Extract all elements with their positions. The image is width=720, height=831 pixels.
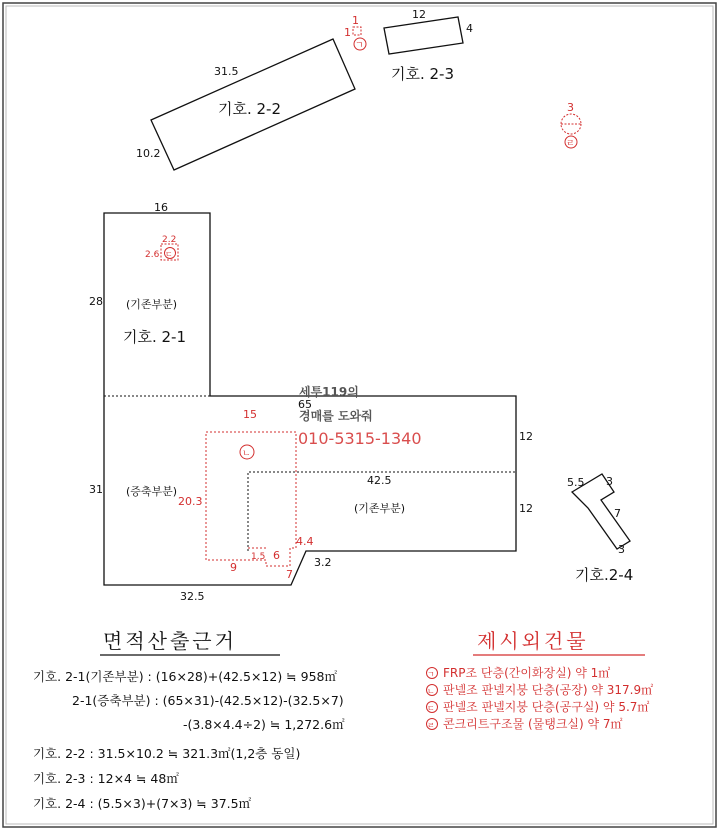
building-2-2-label: 기호. 2-2: [218, 100, 282, 118]
excluded-item: [427, 699, 650, 714]
excluded-item-text: 판넬조 판넬지붕 단층(공구실) 약 5.7㎡: [443, 700, 650, 714]
outbuilding-d-marker: ㄹ: [566, 139, 575, 149]
calculation-line-6: 기호. 2-4 : (5.5×3)+(7×3) ≒ 37.5㎡: [33, 796, 252, 811]
excluded-item-marker: ㄷ: [427, 704, 435, 713]
building-2-1-existing-label-2: (기존부분): [354, 502, 406, 515]
building-2-2: [136, 39, 355, 170]
building-2-4-dim-2: 3: [606, 475, 613, 488]
outbuilding-c-marker: ㄷ: [165, 250, 173, 259]
building-2-1-label: 기호. 2-1: [123, 328, 187, 346]
building-2-4-dim-1: 5.5: [567, 476, 585, 489]
building-2-1-dim-bottom: 32.5: [180, 590, 205, 603]
watermark-phone: 010-5315-1340: [298, 429, 422, 448]
excluded-title: 제시외건물: [477, 629, 589, 653]
excluded-section: [427, 629, 654, 731]
outbuilding-b: [178, 408, 314, 581]
outbuilding-b-dim-height: 20.3: [178, 495, 203, 508]
building-2-1-dim-top: 16: [154, 201, 168, 214]
calculation-line-4: 기호. 2-2 : 31.5×10.2 ≒ 321.3㎡(1,2층 동일): [33, 746, 301, 761]
outbuilding-b-dim-width: 15: [243, 408, 257, 421]
calculation-line-3: -(3.8×4.4÷2) ≒ 1,272.6㎡: [183, 717, 345, 732]
building-2-4-dim-3: 7: [614, 507, 621, 520]
outbuilding-a-dim-2: 1: [344, 26, 351, 39]
building-2-4: [567, 474, 633, 584]
building-2-1-dim-right-lower: 12: [519, 502, 533, 515]
building-2-4-dim-4: 3: [618, 543, 625, 556]
outbuilding-d-dim: 3: [567, 101, 574, 114]
excluded-item-text: 판넬조 판넬지붕 단층(공장) 약 317.9㎡: [443, 683, 654, 697]
excluded-item: [427, 682, 654, 697]
outbuilding-a-dim-1: 1: [352, 14, 359, 27]
excluded-item: [427, 716, 623, 731]
building-2-1-extension-label: (증축부분): [126, 485, 178, 498]
outbuilding-d: [561, 101, 581, 149]
building-2-2-dim-long: 31.5: [214, 65, 239, 78]
building-2-1-dim-left-upper: 28: [89, 295, 103, 308]
calculation-line-2: 2-1(증축부분) : (65×31)-(42.5×12)-(32.5×7): [72, 693, 344, 708]
outbuilding-a: [344, 14, 366, 51]
building-2-3-label: 기호. 2-3: [391, 65, 455, 83]
building-2-2-dim-short: 10.2: [136, 147, 161, 160]
excluded-item-text: 콘크리트구조물 (물탱크실) 약 7㎡: [443, 717, 623, 731]
outbuilding-a-marker: ㄱ: [355, 41, 364, 51]
watermark-line-1: 세투119의: [299, 385, 359, 399]
outbuilding-d-outline: [561, 114, 581, 134]
excluded-item-text: FRP조 단층(간이화장실) 약 1㎡: [443, 666, 611, 680]
calculation-title: 면적산출근거: [103, 629, 237, 653]
outbuilding-b-dim-bottom: 9: [230, 561, 237, 574]
excluded-item-marker: ㄹ: [427, 721, 435, 730]
outbuilding-b-dim-step: 1.5: [251, 552, 266, 562]
outbuilding-c-dim-2: 2.6: [145, 250, 160, 260]
outbuilding-a-outline: [353, 27, 361, 35]
outbuilding-b-dim-inner: 6: [273, 549, 280, 562]
outbuilding-b-dim-notch: 4.4: [296, 535, 314, 548]
building-2-1-dim-wide: 65: [298, 398, 312, 411]
outbuilding-b-outline: [206, 432, 296, 566]
building-2-1-dim-right-upper: 12: [519, 430, 533, 443]
building-2-4-label: 기호.2-4: [575, 566, 634, 584]
calculation-line-5: 기호. 2-3 : 12×4 ≒ 48㎡: [33, 771, 179, 786]
building-2-1-existing-label: (기존부분): [126, 298, 178, 311]
building-2-1-dim-inner: 42.5: [367, 474, 392, 487]
excluded-item-marker: ㄴ: [427, 687, 435, 696]
watermark: [298, 384, 422, 448]
outbuilding-c-dim-1: 2.2: [162, 235, 177, 245]
building-2-1-dim-left-lower: 31: [89, 483, 103, 496]
building-2-3-dim-short: 4: [466, 22, 473, 35]
outbuilding-b-marker: ㄴ: [242, 449, 251, 459]
watermark-line-2: 경매를 도와줘: [299, 409, 373, 423]
building-2-3-dim-long: 12: [412, 8, 426, 21]
outbuilding-b-dim-side: 7: [286, 568, 293, 581]
building-2-3: [384, 8, 473, 83]
building-2-3-outline: [384, 17, 463, 54]
outbuilding-c: [145, 235, 178, 260]
excluded-item: [427, 665, 611, 680]
calculation-line-1: 기호. 2-1(기존부분) : (16×28)+(42.5×12) ≒ 958㎡: [33, 669, 337, 684]
excluded-item-marker: ㄱ: [427, 670, 435, 679]
building-2-1-dim-notch: 3.2: [314, 556, 332, 569]
calculation-section: [33, 629, 345, 811]
